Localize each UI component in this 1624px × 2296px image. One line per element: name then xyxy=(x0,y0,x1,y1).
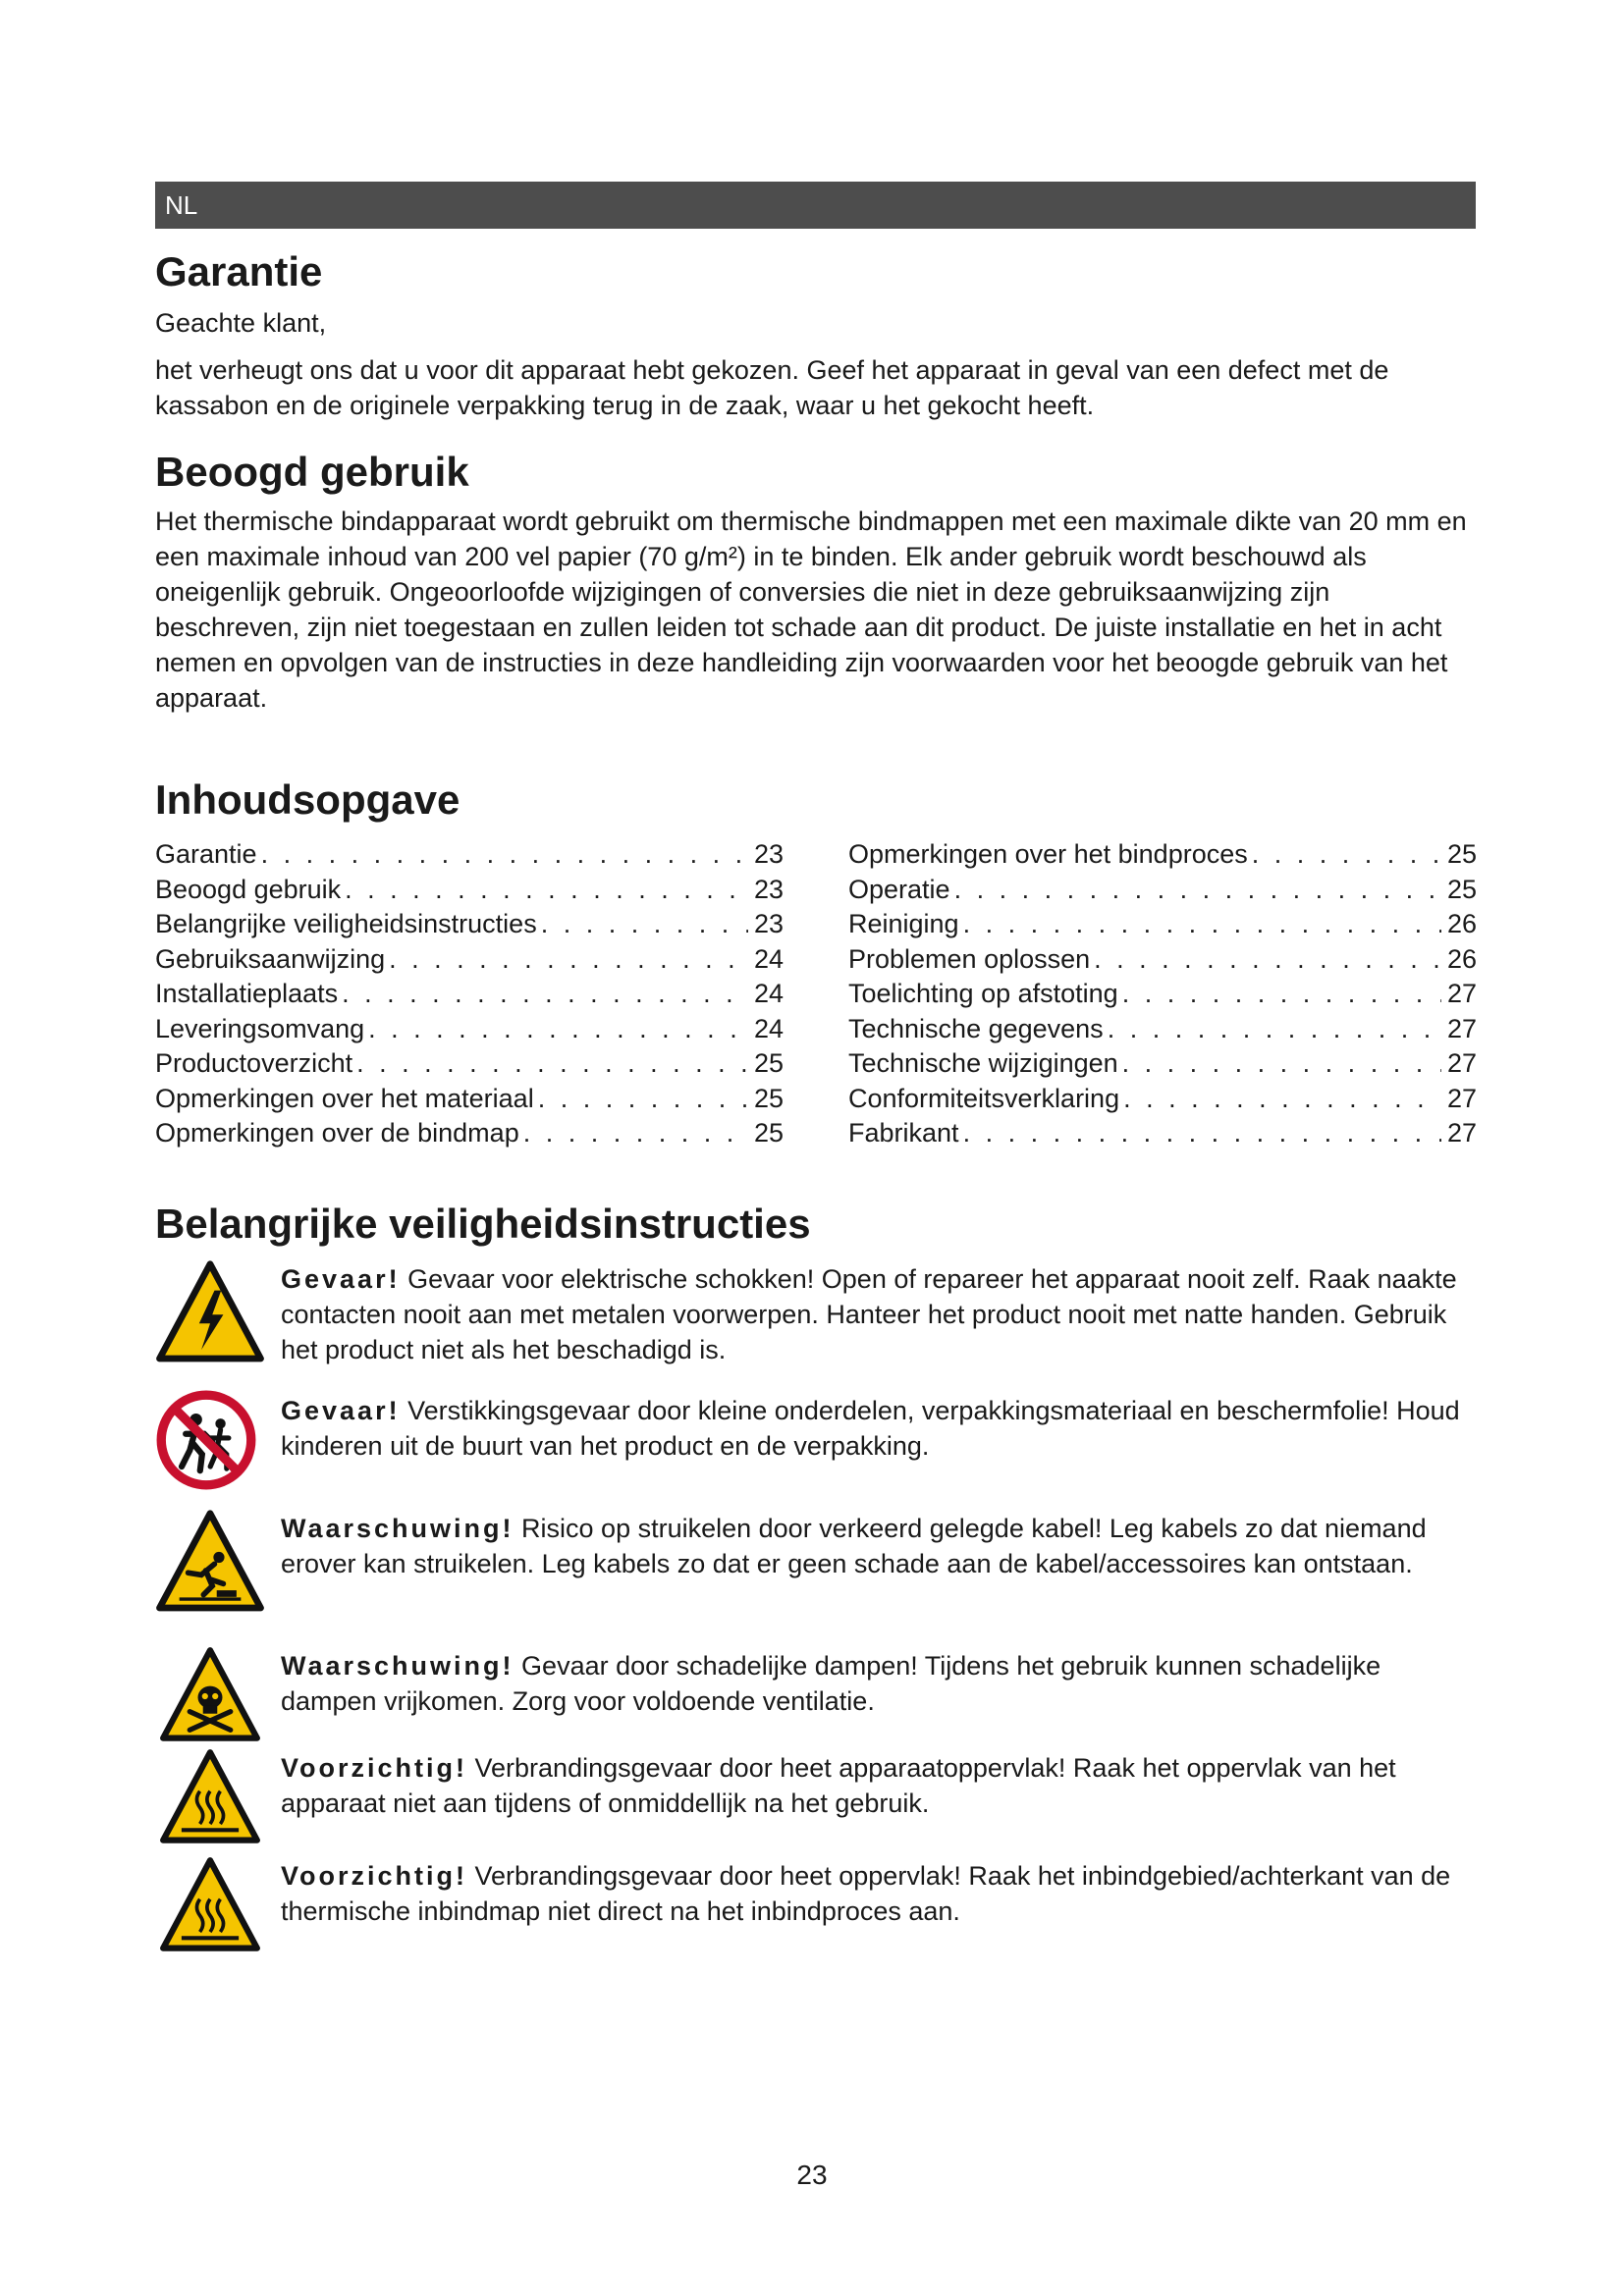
warning-item xyxy=(155,1746,1476,1854)
toc-entry: Fabrikant . . . 27 xyxy=(848,1116,1477,1151)
warning-item xyxy=(155,1389,1476,1487)
toc-entry: Opmerkingen over de bindmap . . . 25 xyxy=(155,1116,784,1151)
toc-entry: Reiniging . . . 26 xyxy=(848,907,1477,942)
no-children-prohibition-icon xyxy=(155,1389,257,1491)
toc-entry: Problemen oplossen . . . 26 xyxy=(848,942,1477,978)
signal-word: Gevaar! xyxy=(281,1395,401,1425)
toc-column-right xyxy=(848,837,1477,1151)
warning-text: Gevaar voor elektrische schokken! Open of repareer het apparaat nooit zelf. Raak naakte contacten nooit aan met metalen voorwerpen. Hanteer het product nooit met natte handen. Gebruik het product niet als het beschadigd is. xyxy=(281,1263,1457,1364)
table-of-contents xyxy=(155,837,1476,1151)
hot-surface-warning-icon xyxy=(155,1854,265,1956)
warning-item xyxy=(155,1257,1476,1383)
signal-word: Voorzichtig! xyxy=(281,1860,467,1891)
hot-surface-warning-icon xyxy=(155,1746,265,1848)
warning-item xyxy=(155,1507,1476,1644)
toc-entry: Installatieplaats . . . 24 xyxy=(155,977,784,1012)
electric-shock-warning-icon xyxy=(155,1257,265,1367)
toc-entry: Belangrijke veiligheidsinstructies . . . 23 xyxy=(155,907,784,942)
toc-entry: Productoverzicht . . . 25 xyxy=(155,1046,784,1082)
language-code: NL xyxy=(165,190,198,220)
warning-item xyxy=(155,1854,1476,1962)
page-number: 23 xyxy=(796,2160,828,2190)
intended-use-paragraph: Het thermische bindapparaat wordt gebruikt om thermische bindmappen met een maximale dikte van 20 mm en een maximale inhoud van 200 vel papier (70 g/m²) in te binden. Elk ander gebruik wordt beschouwd als oneigenlijk gebruik. Ongeoorloofde wijzigingen of conversies die niet in deze gebruiksaanwijzing zijn beschreven, zijn niet toegestaan en zullen leiden tot schade aan dit product. De juiste installatie en het in acht nemen en opvolgen van de instructies in deze handleiding zijn voorwaarden voor het beoogde gebruik van het apparaat. xyxy=(155,507,1467,713)
safety-warnings-list xyxy=(155,1257,1476,1962)
toc-entry: Leveringsomvang . . . 24 xyxy=(155,1012,784,1047)
toc-column-left xyxy=(155,837,784,1151)
signal-word: Voorzichtig! xyxy=(281,1752,467,1783)
signal-word: Waarschuwing! xyxy=(281,1650,514,1681)
toc-entry: Garantie . . . 23 xyxy=(155,837,784,873)
warning-text: Verstikkingsgevaar door kleine onderdelen, verpakkingsmateriaal en beschermfolie! Houd kinderen uit de buurt van het product en de verpakking. xyxy=(281,1395,1460,1461)
section-title-toc: Inhoudsopgave xyxy=(155,776,460,823)
toc-entry: Gebruiksaanwijzing . . . 24 xyxy=(155,942,784,978)
toc-entry: Toelichting op afstoting . . . 27 xyxy=(848,977,1477,1012)
warning-text: Risico op struikelen door verkeerd gelegde kabel! Leg kabels zo dat niemand erover kan struikelen. Leg kabels zo dat er geen schade aan de kabel/accessoires kan ontstaan. xyxy=(281,1513,1427,1578)
language-header-bar xyxy=(155,182,1476,229)
toc-entry: Opmerkingen over het bindproces . . . 25 xyxy=(848,837,1477,873)
section-title-garantie: Garantie xyxy=(155,248,323,294)
signal-word: Gevaar! xyxy=(281,1263,401,1294)
toc-entry: Operatie . . . 25 xyxy=(848,873,1477,908)
greeting-text: Geachte klant, xyxy=(155,308,327,338)
warning-text: Verbrandingsgevaar door heet oppervlak! Raak het inbindgebied/achterkant van de thermische inbindmap niet direct na het inbindproces aan. xyxy=(281,1860,1451,1926)
section-title-intended-use: Beoogd gebruik xyxy=(155,449,469,495)
warning-text: Verbrandingsgevaar door heet apparaatoppervlak! Raak het oppervlak van het apparaat niet aan tijdens of onmiddellijk na het gebruik. xyxy=(281,1752,1396,1818)
garantie-paragraph: het verheugt ons dat u voor dit apparaat hebt gekozen. Geef het apparaat in geval van een defect met de kassabon en de originele verpakking terug in de zaak, waar u het gekocht heeft. xyxy=(155,355,1389,420)
section-title-safety: Belangrijke veiligheidsinstructies xyxy=(155,1200,811,1247)
trip-hazard-warning-icon xyxy=(155,1507,265,1617)
toc-entry: Beoogd gebruik . . . 23 xyxy=(155,873,784,908)
signal-word: Waarschuwing! xyxy=(281,1513,514,1543)
toc-entry: Technische wijzigingen . . . 27 xyxy=(848,1046,1477,1082)
document-page xyxy=(155,182,1476,1962)
toc-entry: Conformiteitsverklaring . . . 27 xyxy=(848,1082,1477,1117)
warning-item xyxy=(155,1644,1476,1746)
toc-entry: Opmerkingen over het materiaal . . . 25 xyxy=(155,1082,784,1117)
warning-text: Gevaar door schadelijke dampen! Tijdens het gebruik kunnen schadelijke dampen vrijkomen. Zorg voor voldoende ventilatie. xyxy=(281,1650,1381,1716)
toxic-skull-warning-icon xyxy=(155,1644,265,1746)
toc-entry: Technische gegevens . . . 27 xyxy=(848,1012,1477,1047)
